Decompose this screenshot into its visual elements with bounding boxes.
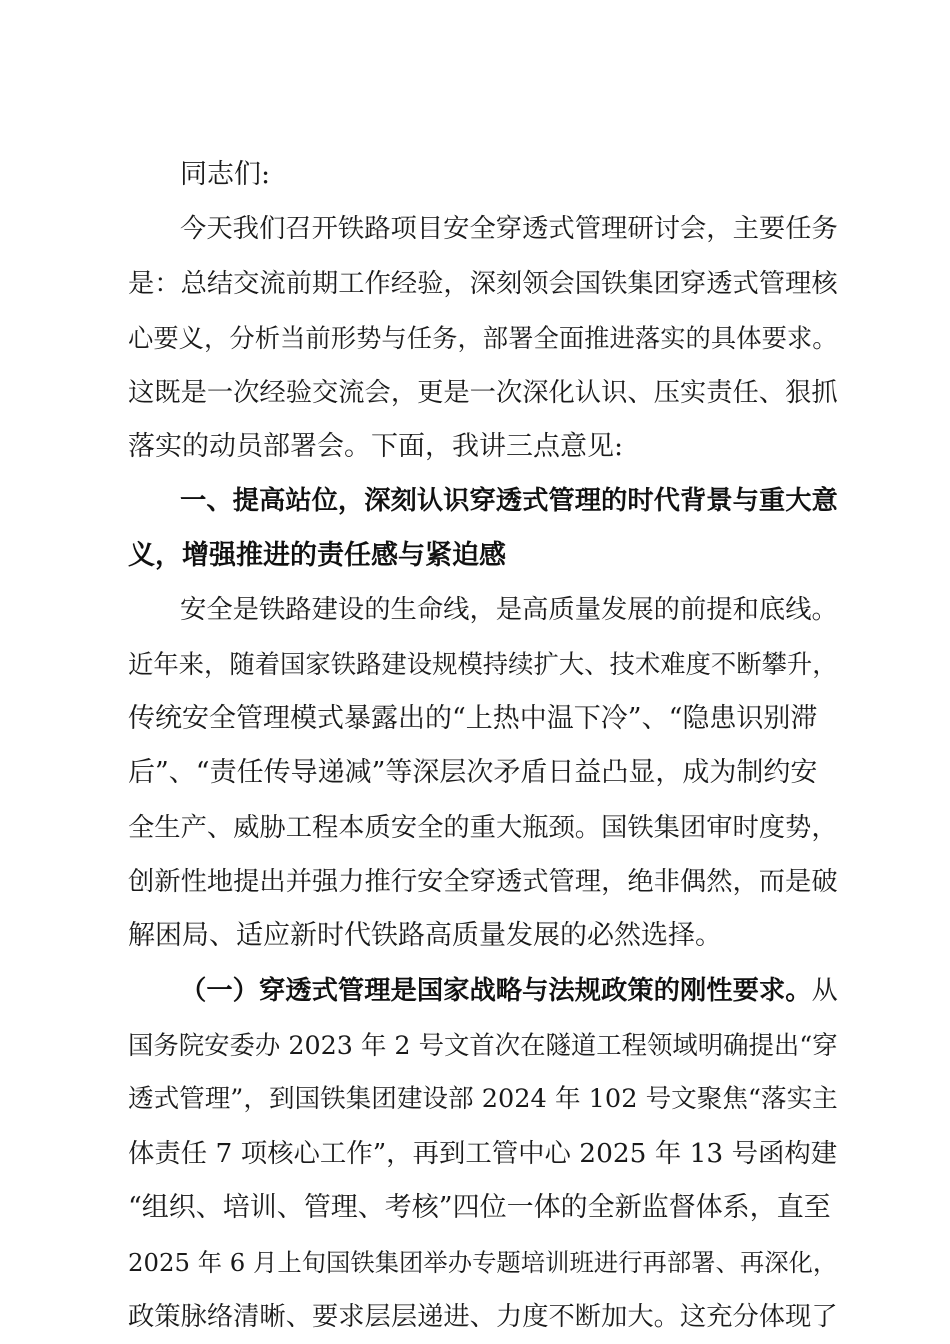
body-line: 2025 年 6 月上旬国铁集团举办专题培训班进行再部署、再深化，	[128, 1247, 838, 1277]
intro-line: 落实的动员部署会。下面，我讲三点意见:	[128, 430, 624, 462]
intro-line: 今天我们召开铁路项目安全穿透式管理研讨会，主要任务	[180, 214, 838, 245]
subsection-title: （一）穿透式管理是国家战略与法规政策的刚性要求。	[180, 975, 812, 1006]
body-line: 全生产、威胁工程本质安全的重大瓶颈。国铁集团审时度势，	[128, 812, 838, 843]
body-line: 后”、“责任传导递减”等深层次矛盾日益凸显，成为制约安	[128, 757, 818, 789]
body-line: 安全是铁路建设的生命线，是高质量发展的前提和底线。	[180, 595, 838, 626]
body-line: 体责任 7 项核心工作”，再到工管中心 2025 年 13 号函构建	[128, 1137, 838, 1169]
intro-line: 这既是一次经验交流会，更是一次深化认识、压实责任、狠抓	[128, 377, 838, 408]
body-line: 政策脉络清晰、要求层层递进、力度不断加大。这充分体现了	[128, 1302, 838, 1332]
body-line: 国务院安委办 2023 年 2 号文首次在隧道工程领域明确提出“穿	[128, 1030, 838, 1061]
body-line: 透式管理”，到国铁集团建设部 2024 年 102 号文聚焦“落实主	[128, 1084, 838, 1115]
greeting: 同志们:	[180, 159, 271, 190]
intro-line: 是：总结交流前期工作经验，深刻领会国铁集团穿透式管理核	[128, 268, 838, 299]
subsection-first-line-rest: 从	[811, 975, 838, 1006]
body-line: 解困局、适应新时代铁路高质量发展的必然选择。	[128, 920, 722, 952]
body-line: “组织、培训、管理、考核”四位一体的全新监督体系，直至	[128, 1192, 831, 1224]
body-line: 创新性地提出并强力推行安全穿透式管理，绝非偶然，而是破	[128, 866, 838, 897]
body-line: 传统安全管理模式暴露出的“上热中温下冷”、“隐患识别滞	[128, 702, 818, 734]
section-heading: 义，增强推进的责任感与紧迫感	[128, 539, 506, 571]
subsection-first-line	[180, 972, 838, 1010]
section-heading: 一、提高站位，深刻认识穿透式管理的时代背景与重大意	[180, 486, 838, 517]
body-line: 近年来，随着国家铁路建设规模持续扩大、技术难度不断攀升，	[128, 649, 838, 680]
intro-line: 心要义，分析当前形势与任务，部署全面推进落实的具体要求。	[128, 323, 838, 354]
